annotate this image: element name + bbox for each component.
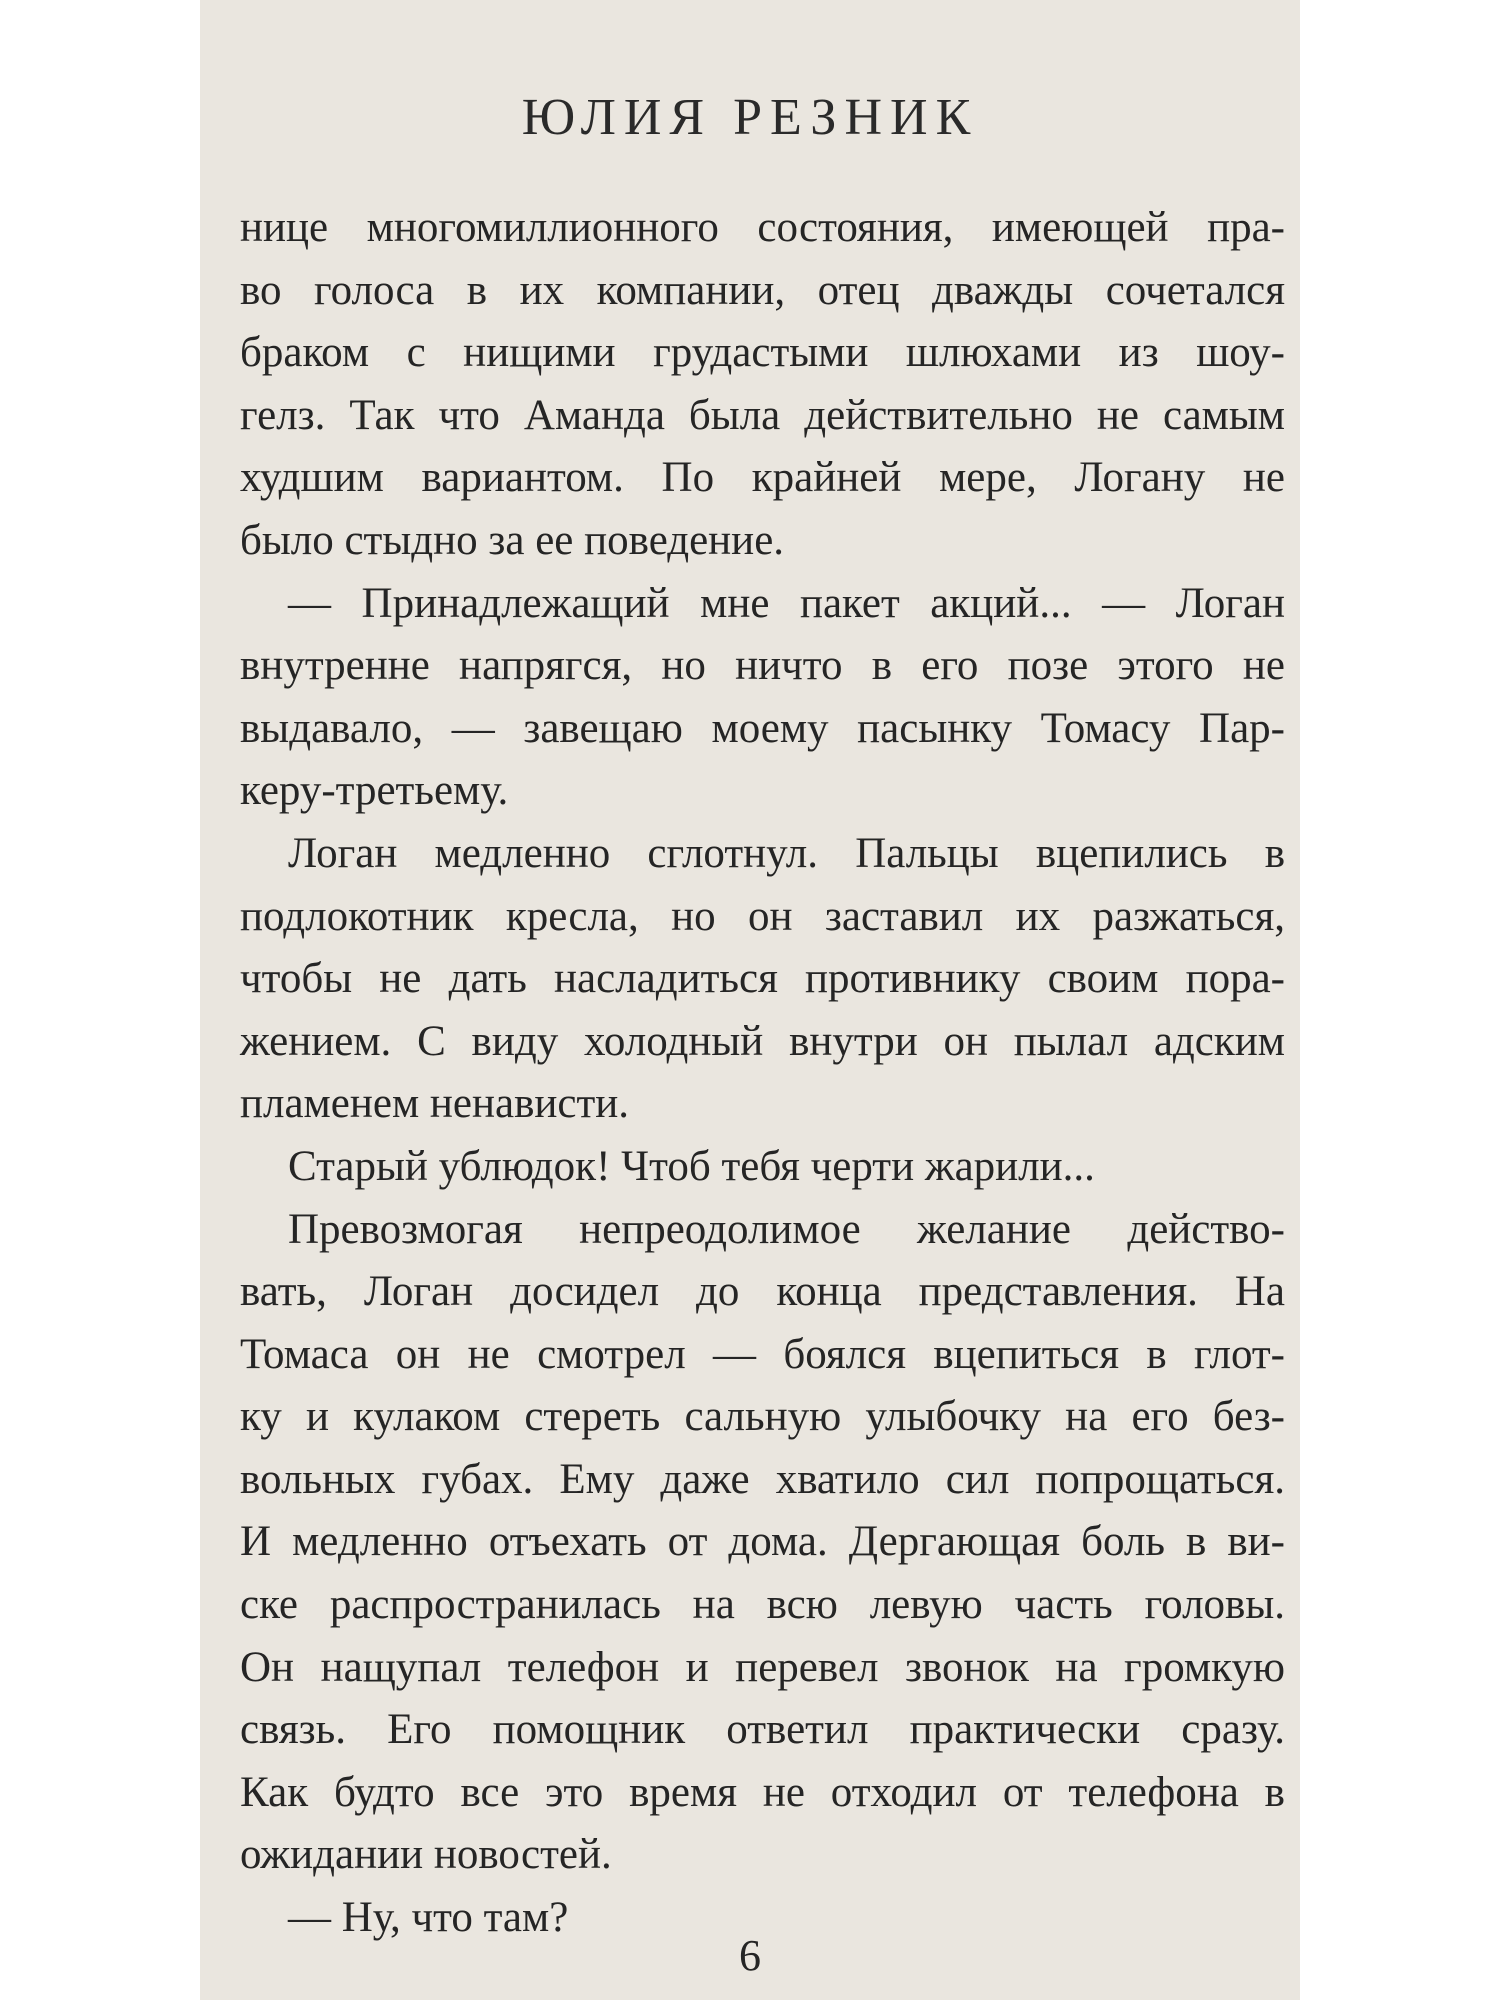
text-line: выдавало, — завещаю моему пасынку Томасу Пар- [240, 704, 1285, 752]
text-line: ске распространилась на всю левую часть головы. [240, 1581, 1285, 1629]
text-line: вольных губах. Ему даже хватило сил попрощаться. [240, 1455, 1285, 1503]
body-text [240, 197, 1285, 1950]
text-line: Как будто все это время не отходил от телефона в [240, 1768, 1285, 1816]
running-header: ЮЛИЯ РЕЗНИК [521, 89, 979, 146]
text-line: подлокотник кресла, но он заставил их разжаться, [240, 892, 1285, 940]
text-line: худшим вариантом. По крайней мере, Логану не [240, 454, 1285, 502]
book-page [200, 0, 1300, 2000]
text-line: Превозмогая непреодолимое желание действо- [288, 1205, 1285, 1253]
text-line: связь. Его помощник ответил практически сразу. [240, 1706, 1285, 1754]
text-line: ку и кулаком стереть сальную улыбочку на его без- [240, 1393, 1285, 1441]
text-line: Томаса он не смотрел — боялся вцепиться в глот- [240, 1330, 1285, 1378]
text-line: И медленно отъехать от дома. Дергающая боль в ви- [240, 1518, 1285, 1566]
text-line: керу-третьему. [240, 767, 509, 815]
text-line: нице многомиллионного состояния, имеющей пра- [240, 204, 1285, 251]
text-line: — Принадлежащий мне пакет акций... — Логан [288, 579, 1285, 627]
text-line: — Ну, что там? [288, 1894, 569, 1942]
text-line: внутренне напрягся, но ничто в его позе этого не [240, 642, 1285, 690]
page-number: 6 [739, 1931, 761, 1980]
text-line: пламенем ненависти. [240, 1080, 630, 1128]
text-line: чтобы не дать насладиться противнику своим пора- [240, 955, 1285, 1003]
text-line: вать, Логан досидел до конца представления. На [240, 1268, 1285, 1316]
text-line: Он нащупал телефон и перевел звонок на громкую [240, 1643, 1285, 1691]
text-line: во голоса в их компании, отец дважды сочетался [240, 266, 1285, 314]
text-line: браком с нищими грудастыми шлюхами из шоу- [240, 329, 1285, 377]
text-line: гелз. Так что Аманда была действительно не самым [240, 391, 1285, 439]
text-line: жением. С виду холодный внутри он пылал адским [240, 1017, 1285, 1065]
text-line: ожидании новостей. [240, 1831, 612, 1879]
text-line: было стыдно за ее поведение. [240, 516, 785, 564]
text-line: Логан медленно сглотнул. Пальцы вцепились в [288, 829, 1285, 877]
text-line: Старый ублюдок! Чтоб тебя черти жарили... [288, 1142, 1095, 1190]
